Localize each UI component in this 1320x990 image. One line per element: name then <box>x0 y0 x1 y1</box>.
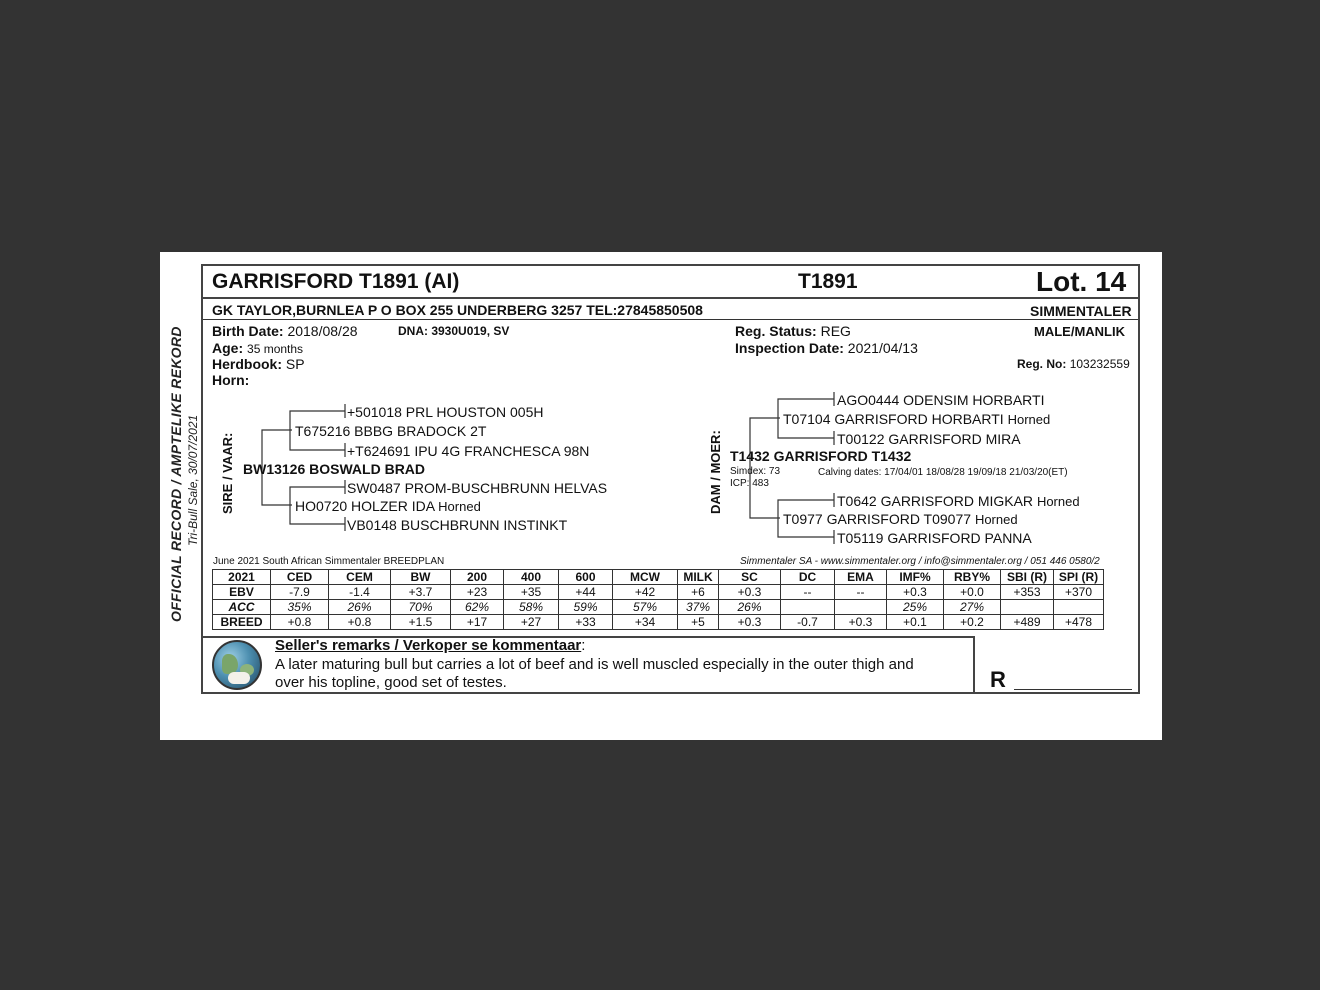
table-cell: 27% <box>944 600 1001 615</box>
dam-dam-sire-horned: Horned <box>1036 494 1080 509</box>
breedplan-caption: June 2021 South African Simmentaler BREEDPLAN <box>213 556 445 567</box>
dam-calving-dates: Calving dates: 17/04/01 18/08/28 19/09/18 21/03/20(ET) <box>818 467 1068 478</box>
dam-simdex: Simdex: 73 <box>730 466 781 477</box>
dam-dam-name: T0977 GARRISFORD T09077 <box>783 511 972 527</box>
table-cell: +0.3 <box>835 615 887 630</box>
col-header: MCW <box>613 570 678 585</box>
col-header: IMF% <box>887 570 944 585</box>
table-cell: 26% <box>719 600 781 615</box>
price-line[interactable] <box>1014 689 1132 690</box>
sire-dam-horned: Horned <box>438 499 481 514</box>
official-record-label: OFFICIAL RECORD / AMPTELIKE REKORD <box>168 326 184 622</box>
remarks-title: Seller's remarks / Verkoper se kommentaar: <box>275 637 586 654</box>
table-cell: 57% <box>613 600 678 615</box>
table-cell: 25% <box>887 600 944 615</box>
breedplan-contact: Simmentaler SA - www.simmentaler.org / info@simmentaler.org / 051 446 0580/2 <box>740 556 1100 567</box>
ebv-row <box>213 585 1104 600</box>
col-header: SBI (R) <box>1001 570 1054 585</box>
col-header: RBY% <box>944 570 1001 585</box>
table-cell: -7.9 <box>271 585 329 600</box>
table-cell: 58% <box>504 600 559 615</box>
price-label: R <box>990 667 1006 692</box>
table-cell: 62% <box>451 600 504 615</box>
sale-label: Tri-Bull Sale, 30/07/2021 <box>186 414 200 546</box>
col-header: DC <box>781 570 835 585</box>
table-cell: +478 <box>1054 615 1104 630</box>
dna-info: DNA: 3930U019, SV <box>398 324 510 338</box>
dam-dam-sire-name: T0642 GARRISFORD MIGKAR <box>837 493 1034 509</box>
table-cell: -1.4 <box>329 585 391 600</box>
remarks-line-1: A later maturing bull but carries a lot of beef and is well muscled especially in the outer thigh and <box>275 656 914 673</box>
table-cell: +0.8 <box>329 615 391 630</box>
dam-name: T1432 GARRISFORD T1432 <box>730 448 912 464</box>
table-cell: +489 <box>1001 615 1054 630</box>
col-header: BW <box>391 570 451 585</box>
ebv-table <box>212 569 1104 630</box>
table-cell: +0.2 <box>944 615 1001 630</box>
remarks-line-2: over his topline, good set of testes. <box>275 674 507 691</box>
col-header: CEM <box>329 570 391 585</box>
remarks-title-text: Seller's remarks / Verkoper se kommentaar <box>275 637 582 654</box>
table-cell: +27 <box>504 615 559 630</box>
col-header: CED <box>271 570 329 585</box>
owner-line: GK TAYLOR,BURNLEA P O BOX 255 UNDERBERG 3257 TEL:27845850508 <box>212 302 703 318</box>
dam-sire-horned: Horned <box>1007 412 1051 427</box>
sire-dam-sire: SW0487 PROM-BUSCHBRUNN HELVAS <box>347 480 608 496</box>
table-cell: +0.3 <box>719 585 781 600</box>
animal-code: T1891 <box>798 270 858 293</box>
table-cell: +44 <box>559 585 613 600</box>
table-cell: +6 <box>678 585 719 600</box>
table-cell: -- <box>781 585 835 600</box>
dam-dam-horned: Horned <box>974 512 1018 527</box>
globe-cow-logo-icon <box>212 640 262 690</box>
reg-number-value: 103232559 <box>1069 357 1130 371</box>
col-header: 2021 <box>213 570 271 585</box>
dam-dam-dam: T05119 GARRISFORD PANNA <box>837 530 1032 546</box>
table-cell <box>1001 600 1054 615</box>
dam-dam-sire <box>837 493 1080 509</box>
col-header: 400 <box>504 570 559 585</box>
table-cell: +0.8 <box>271 615 329 630</box>
table-cell: +0.1 <box>887 615 944 630</box>
table-cell: +5 <box>678 615 719 630</box>
table-cell <box>781 600 835 615</box>
breed-name: SIMMENTALER <box>1030 303 1132 319</box>
table-cell: +35 <box>504 585 559 600</box>
acc-row <box>213 600 1104 615</box>
table-cell: +0.3 <box>887 585 944 600</box>
table-cell: 70% <box>391 600 451 615</box>
table-cell: +1.5 <box>391 615 451 630</box>
table-cell: +353 <box>1001 585 1054 600</box>
table-cell: -- <box>835 585 887 600</box>
reg-number-label: Reg. No: <box>1017 357 1067 371</box>
dam-label: DAM / MOER: <box>708 430 723 514</box>
table-cell: +33 <box>559 615 613 630</box>
herdbook-value: SP <box>285 356 305 372</box>
sire-dam <box>295 498 481 514</box>
table-cell: -0.7 <box>781 615 835 630</box>
sire-sire: T675216 BBBG BRADOCK 2T <box>295 423 487 439</box>
dam-sire-name: T07104 GARRISFORD HORBARTI <box>783 411 1004 427</box>
table-cell <box>835 600 887 615</box>
lot-number: Lot. 14 <box>1036 266 1127 297</box>
dam-icp: ICP: 483 <box>730 478 769 489</box>
dam-sire-dam: T00122 GARRISFORD MIRA <box>837 431 1021 447</box>
table-cell: +34 <box>613 615 678 630</box>
row-label: BREED <box>213 615 271 630</box>
reg-status-value: REG <box>820 323 851 339</box>
age-label: Age: <box>212 340 244 356</box>
dam-sire-sire: AGO0444 ODENSIM HORBARTI <box>837 392 1045 408</box>
dam-sire <box>783 411 1050 427</box>
sire-sire-sire: +501018 PRL HOUSTON 005H <box>347 404 544 420</box>
inspection-date-label: Inspection Date: <box>735 340 844 356</box>
age-value: 35 months <box>247 342 304 356</box>
col-header: 200 <box>451 570 504 585</box>
row-label: EBV <box>213 585 271 600</box>
reg-status-label: Reg. Status: <box>735 323 817 339</box>
sire-name: BW13126 BOSWALD BRAD <box>243 461 426 477</box>
table-cell: +23 <box>451 585 504 600</box>
table-cell: +370 <box>1054 585 1104 600</box>
breed-row <box>213 615 1104 630</box>
ebv-header-row <box>213 570 1104 585</box>
table-cell: +3.7 <box>391 585 451 600</box>
dam-dam <box>783 511 1018 527</box>
animal-name: GARRISFORD T1891 (AI) <box>212 270 460 293</box>
table-cell: +0.0 <box>944 585 1001 600</box>
table-cell: +42 <box>613 585 678 600</box>
table-cell: 37% <box>678 600 719 615</box>
table-cell: 59% <box>559 600 613 615</box>
horn-label: Horn: <box>212 372 250 388</box>
birth-date-label: Birth Date: <box>212 323 284 339</box>
table-cell: +0.3 <box>719 615 781 630</box>
table-cell: 35% <box>271 600 329 615</box>
row-label: ACC <box>213 600 271 615</box>
table-cell: 26% <box>329 600 391 615</box>
col-header: SC <box>719 570 781 585</box>
table-cell <box>1054 600 1104 615</box>
sire-label: SIRE / VAAR: <box>220 432 235 514</box>
col-header: EMA <box>835 570 887 585</box>
sire-dam-name: HO0720 HOLZER IDA <box>295 498 435 514</box>
herdbook-label: Herdbook: <box>212 356 282 372</box>
col-header: 600 <box>559 570 613 585</box>
table-cell: +17 <box>451 615 504 630</box>
col-header: SPI (R) <box>1054 570 1104 585</box>
sire-sire-dam: +T624691 IPU 4G FRANCHESCA 98N <box>347 443 590 459</box>
birth-date-value: 2018/08/28 <box>287 323 358 339</box>
inspection-date-value: 2021/04/13 <box>847 340 918 356</box>
sire-dam-dam: VB0148 BUSCHBRUNN INSTINKT <box>347 517 568 533</box>
col-header: MILK <box>678 570 719 585</box>
sex-label: MALE/MANLIK <box>1034 324 1125 339</box>
